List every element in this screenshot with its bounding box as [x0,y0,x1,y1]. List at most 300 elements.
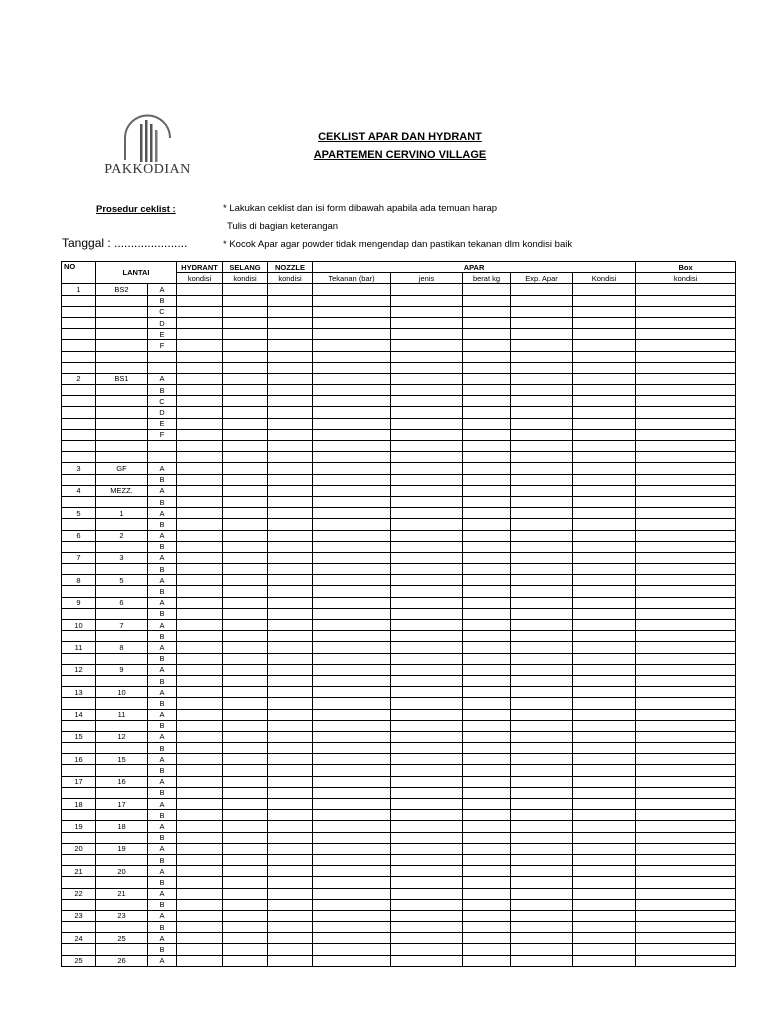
entry-cell[interactable] [463,720,511,731]
entry-cell[interactable] [268,910,313,921]
entry-cell[interactable] [573,441,636,452]
entry-cell[interactable] [268,776,313,787]
entry-cell[interactable] [177,608,223,619]
entry-cell[interactable] [223,306,268,317]
entry-cell[interactable] [391,922,463,933]
entry-cell[interactable] [636,631,736,642]
entry-cell[interactable] [177,463,223,474]
entry-cell[interactable] [573,799,636,810]
entry-cell[interactable] [313,496,391,507]
entry-cell[interactable] [463,765,511,776]
entry-cell[interactable] [636,910,736,921]
entry-cell[interactable] [223,508,268,519]
entry-cell[interactable] [636,575,736,586]
entry-cell[interactable] [511,731,573,742]
entry-cell[interactable] [463,631,511,642]
entry-cell[interactable] [268,765,313,776]
entry-cell[interactable] [463,306,511,317]
entry-cell[interactable] [511,496,573,507]
entry-cell[interactable] [511,429,573,440]
entry-cell[interactable] [391,620,463,631]
entry-cell[interactable] [268,463,313,474]
entry-cell[interactable] [463,642,511,653]
entry-cell[interactable] [573,810,636,821]
entry-cell[interactable] [391,888,463,899]
entry-cell[interactable] [511,306,573,317]
entry-cell[interactable] [463,373,511,384]
entry-cell[interactable] [636,586,736,597]
entry-cell[interactable] [268,675,313,686]
entry-cell[interactable] [511,385,573,396]
entry-cell[interactable] [177,362,223,373]
entry-cell[interactable] [268,866,313,877]
entry-cell[interactable] [391,452,463,463]
entry-cell[interactable] [391,631,463,642]
entry-cell[interactable] [511,776,573,787]
entry-cell[interactable] [463,854,511,865]
entry-cell[interactable] [573,564,636,575]
entry-cell[interactable] [313,810,391,821]
entry-cell[interactable] [313,866,391,877]
entry-cell[interactable] [391,519,463,530]
entry-cell[interactable] [223,541,268,552]
entry-cell[interactable] [223,441,268,452]
entry-cell[interactable] [313,586,391,597]
entry-cell[interactable] [636,441,736,452]
entry-cell[interactable] [391,832,463,843]
entry-cell[interactable] [177,922,223,933]
entry-cell[interactable] [391,608,463,619]
entry-cell[interactable] [268,899,313,910]
entry-cell[interactable] [511,888,573,899]
entry-cell[interactable] [573,474,636,485]
entry-cell[interactable] [463,418,511,429]
entry-cell[interactable] [636,899,736,910]
entry-cell[interactable] [573,720,636,731]
entry-cell[interactable] [636,955,736,966]
entry-cell[interactable] [313,407,391,418]
entry-cell[interactable] [268,508,313,519]
entry-cell[interactable] [177,653,223,664]
entry-cell[interactable] [223,340,268,351]
entry-cell[interactable] [511,485,573,496]
entry-cell[interactable] [223,418,268,429]
entry-cell[interactable] [511,508,573,519]
entry-cell[interactable] [636,541,736,552]
entry-cell[interactable] [573,765,636,776]
entry-cell[interactable] [223,877,268,888]
entry-cell[interactable] [391,329,463,340]
entry-cell[interactable] [177,877,223,888]
entry-cell[interactable] [391,877,463,888]
entry-cell[interactable] [223,653,268,664]
entry-cell[interactable] [463,955,511,966]
entry-cell[interactable] [511,720,573,731]
entry-cell[interactable] [636,642,736,653]
entry-cell[interactable] [391,664,463,675]
entry-cell[interactable] [391,418,463,429]
entry-cell[interactable] [391,317,463,328]
entry-cell[interactable] [177,385,223,396]
entry-cell[interactable] [511,821,573,832]
entry-cell[interactable] [463,888,511,899]
entry-cell[interactable] [391,496,463,507]
entry-cell[interactable] [636,474,736,485]
entry-cell[interactable] [636,687,736,698]
entry-cell[interactable] [177,508,223,519]
entry-cell[interactable] [313,843,391,854]
entry-cell[interactable] [268,530,313,541]
entry-cell[interactable] [636,743,736,754]
entry-cell[interactable] [223,799,268,810]
entry-cell[interactable] [313,922,391,933]
entry-cell[interactable] [463,653,511,664]
entry-cell[interactable] [391,597,463,608]
entry-cell[interactable] [313,306,391,317]
entry-cell[interactable] [636,787,736,798]
entry-cell[interactable] [391,799,463,810]
entry-cell[interactable] [313,754,391,765]
entry-cell[interactable] [177,776,223,787]
entry-cell[interactable] [511,922,573,933]
entry-cell[interactable] [636,843,736,854]
entry-cell[interactable] [391,284,463,295]
entry-cell[interactable] [391,821,463,832]
entry-cell[interactable] [268,787,313,798]
entry-cell[interactable] [511,675,573,686]
entry-cell[interactable] [177,530,223,541]
entry-cell[interactable] [636,373,736,384]
entry-cell[interactable] [463,877,511,888]
entry-cell[interactable] [636,340,736,351]
entry-cell[interactable] [268,664,313,675]
entry-cell[interactable] [177,821,223,832]
entry-cell[interactable] [177,295,223,306]
entry-cell[interactable] [223,664,268,675]
entry-cell[interactable] [636,877,736,888]
entry-cell[interactable] [223,720,268,731]
entry-cell[interactable] [511,373,573,384]
entry-cell[interactable] [463,620,511,631]
entry-cell[interactable] [636,463,736,474]
entry-cell[interactable] [313,888,391,899]
entry-cell[interactable] [463,362,511,373]
entry-cell[interactable] [636,776,736,787]
entry-cell[interactable] [268,586,313,597]
entry-cell[interactable] [391,396,463,407]
entry-cell[interactable] [573,306,636,317]
entry-cell[interactable] [223,496,268,507]
entry-cell[interactable] [177,743,223,754]
entry-cell[interactable] [573,586,636,597]
entry-cell[interactable] [313,396,391,407]
entry-cell[interactable] [463,843,511,854]
entry-cell[interactable] [511,284,573,295]
entry-cell[interactable] [177,843,223,854]
entry-cell[interactable] [223,429,268,440]
entry-cell[interactable] [463,743,511,754]
entry-cell[interactable] [268,854,313,865]
entry-cell[interactable] [391,530,463,541]
entry-cell[interactable] [511,866,573,877]
entry-cell[interactable] [511,552,573,563]
entry-cell[interactable] [391,485,463,496]
entry-cell[interactable] [268,888,313,899]
entry-cell[interactable] [391,944,463,955]
entry-cell[interactable] [636,664,736,675]
entry-cell[interactable] [223,485,268,496]
entry-cell[interactable] [177,351,223,362]
entry-cell[interactable] [391,843,463,854]
entry-cell[interactable] [636,597,736,608]
entry-cell[interactable] [177,519,223,530]
entry-cell[interactable] [463,441,511,452]
entry-cell[interactable] [511,329,573,340]
entry-cell[interactable] [223,776,268,787]
entry-cell[interactable] [223,642,268,653]
entry-cell[interactable] [511,519,573,530]
entry-cell[interactable] [511,340,573,351]
entry-cell[interactable] [391,306,463,317]
entry-cell[interactable] [223,608,268,619]
entry-cell[interactable] [313,687,391,698]
entry-cell[interactable] [223,530,268,541]
entry-cell[interactable] [573,854,636,865]
entry-cell[interactable] [223,899,268,910]
entry-cell[interactable] [636,295,736,306]
entry-cell[interactable] [573,642,636,653]
entry-cell[interactable] [223,552,268,563]
entry-cell[interactable] [391,787,463,798]
entry-cell[interactable] [391,933,463,944]
entry-cell[interactable] [313,519,391,530]
entry-cell[interactable] [463,754,511,765]
entry-cell[interactable] [463,284,511,295]
entry-cell[interactable] [636,720,736,731]
entry-cell[interactable] [177,407,223,418]
entry-cell[interactable] [463,385,511,396]
entry-cell[interactable] [391,743,463,754]
entry-cell[interactable] [573,385,636,396]
entry-cell[interactable] [463,317,511,328]
entry-cell[interactable] [391,731,463,742]
entry-cell[interactable] [573,922,636,933]
entry-cell[interactable] [313,731,391,742]
entry-cell[interactable] [511,396,573,407]
entry-cell[interactable] [268,340,313,351]
entry-cell[interactable] [268,944,313,955]
entry-cell[interactable] [636,530,736,541]
entry-cell[interactable] [391,508,463,519]
entry-cell[interactable] [268,564,313,575]
entry-cell[interactable] [268,754,313,765]
entry-cell[interactable] [313,608,391,619]
entry-cell[interactable] [573,407,636,418]
entry-cell[interactable] [313,508,391,519]
entry-cell[interactable] [313,664,391,675]
entry-cell[interactable] [573,597,636,608]
entry-cell[interactable] [391,709,463,720]
entry-cell[interactable] [636,608,736,619]
entry-cell[interactable] [391,642,463,653]
entry-cell[interactable] [573,910,636,921]
entry-cell[interactable] [391,407,463,418]
entry-cell[interactable] [268,306,313,317]
entry-cell[interactable] [573,664,636,675]
entry-cell[interactable] [511,933,573,944]
entry-cell[interactable] [636,329,736,340]
entry-cell[interactable] [463,776,511,787]
entry-cell[interactable] [223,765,268,776]
entry-cell[interactable] [511,944,573,955]
entry-cell[interactable] [511,295,573,306]
entry-cell[interactable] [511,653,573,664]
entry-cell[interactable] [223,519,268,530]
entry-cell[interactable] [511,631,573,642]
entry-cell[interactable] [636,452,736,463]
entry-cell[interactable] [391,810,463,821]
entry-cell[interactable] [177,306,223,317]
entry-cell[interactable] [268,329,313,340]
entry-cell[interactable] [391,373,463,384]
entry-cell[interactable] [636,508,736,519]
entry-cell[interactable] [177,787,223,798]
entry-cell[interactable] [573,631,636,642]
entry-cell[interactable] [636,620,736,631]
entry-cell[interactable] [573,933,636,944]
entry-cell[interactable] [636,552,736,563]
entry-cell[interactable] [511,351,573,362]
entry-cell[interactable] [313,765,391,776]
entry-cell[interactable] [268,687,313,698]
entry-cell[interactable] [223,317,268,328]
entry-cell[interactable] [268,620,313,631]
entry-cell[interactable] [573,396,636,407]
entry-cell[interactable] [636,922,736,933]
entry-cell[interactable] [391,687,463,698]
entry-cell[interactable] [573,787,636,798]
entry-cell[interactable] [313,597,391,608]
entry-cell[interactable] [313,340,391,351]
entry-cell[interactable] [511,877,573,888]
entry-cell[interactable] [268,284,313,295]
entry-cell[interactable] [463,340,511,351]
entry-cell[interactable] [463,508,511,519]
entry-cell[interactable] [573,362,636,373]
entry-cell[interactable] [313,418,391,429]
entry-cell[interactable] [391,854,463,865]
entry-cell[interactable] [391,675,463,686]
entry-cell[interactable] [573,776,636,787]
entry-cell[interactable] [223,474,268,485]
entry-cell[interactable] [573,955,636,966]
entry-cell[interactable] [511,799,573,810]
entry-cell[interactable] [463,485,511,496]
entry-cell[interactable] [463,933,511,944]
entry-cell[interactable] [391,653,463,664]
entry-cell[interactable] [391,866,463,877]
entry-cell[interactable] [223,933,268,944]
entry-cell[interactable] [268,698,313,709]
entry-cell[interactable] [511,743,573,754]
entry-cell[interactable] [177,799,223,810]
entry-cell[interactable] [177,474,223,485]
entry-cell[interactable] [463,474,511,485]
entry-cell[interactable] [636,284,736,295]
entry-cell[interactable] [268,743,313,754]
entry-cell[interactable] [177,675,223,686]
entry-cell[interactable] [511,474,573,485]
entry-cell[interactable] [177,709,223,720]
entry-cell[interactable] [313,463,391,474]
entry-cell[interactable] [573,519,636,530]
entry-cell[interactable] [313,295,391,306]
entry-cell[interactable] [268,396,313,407]
entry-cell[interactable] [573,899,636,910]
entry-cell[interactable] [573,653,636,664]
entry-cell[interactable] [223,597,268,608]
entry-cell[interactable] [573,351,636,362]
entry-cell[interactable] [268,843,313,854]
entry-cell[interactable] [391,776,463,787]
entry-cell[interactable] [223,620,268,631]
entry-cell[interactable] [463,832,511,843]
entry-cell[interactable] [177,944,223,955]
entry-cell[interactable] [573,418,636,429]
entry-cell[interactable] [511,832,573,843]
entry-cell[interactable] [463,944,511,955]
entry-cell[interactable] [177,329,223,340]
entry-cell[interactable] [177,765,223,776]
entry-cell[interactable] [463,821,511,832]
entry-cell[interactable] [313,351,391,362]
entry-cell[interactable] [223,910,268,921]
entry-cell[interactable] [268,351,313,362]
entry-cell[interactable] [313,564,391,575]
entry-cell[interactable] [636,429,736,440]
entry-cell[interactable] [463,396,511,407]
entry-cell[interactable] [223,463,268,474]
entry-cell[interactable] [573,373,636,384]
entry-cell[interactable] [463,787,511,798]
entry-cell[interactable] [636,407,736,418]
entry-cell[interactable] [636,362,736,373]
entry-cell[interactable] [636,709,736,720]
entry-cell[interactable] [511,955,573,966]
entry-cell[interactable] [313,317,391,328]
entry-cell[interactable] [313,933,391,944]
entry-cell[interactable] [391,541,463,552]
entry-cell[interactable] [313,284,391,295]
entry-cell[interactable] [573,530,636,541]
entry-cell[interactable] [463,675,511,686]
entry-cell[interactable] [313,776,391,787]
entry-cell[interactable] [636,765,736,776]
entry-cell[interactable] [268,933,313,944]
entry-cell[interactable] [268,955,313,966]
entry-cell[interactable] [223,955,268,966]
entry-cell[interactable] [573,552,636,563]
entry-cell[interactable] [223,687,268,698]
entry-cell[interactable] [463,597,511,608]
entry-cell[interactable] [177,620,223,631]
entry-cell[interactable] [313,530,391,541]
entry-cell[interactable] [391,910,463,921]
entry-cell[interactable] [636,564,736,575]
entry-cell[interactable] [223,854,268,865]
entry-cell[interactable] [463,910,511,921]
entry-cell[interactable] [177,373,223,384]
